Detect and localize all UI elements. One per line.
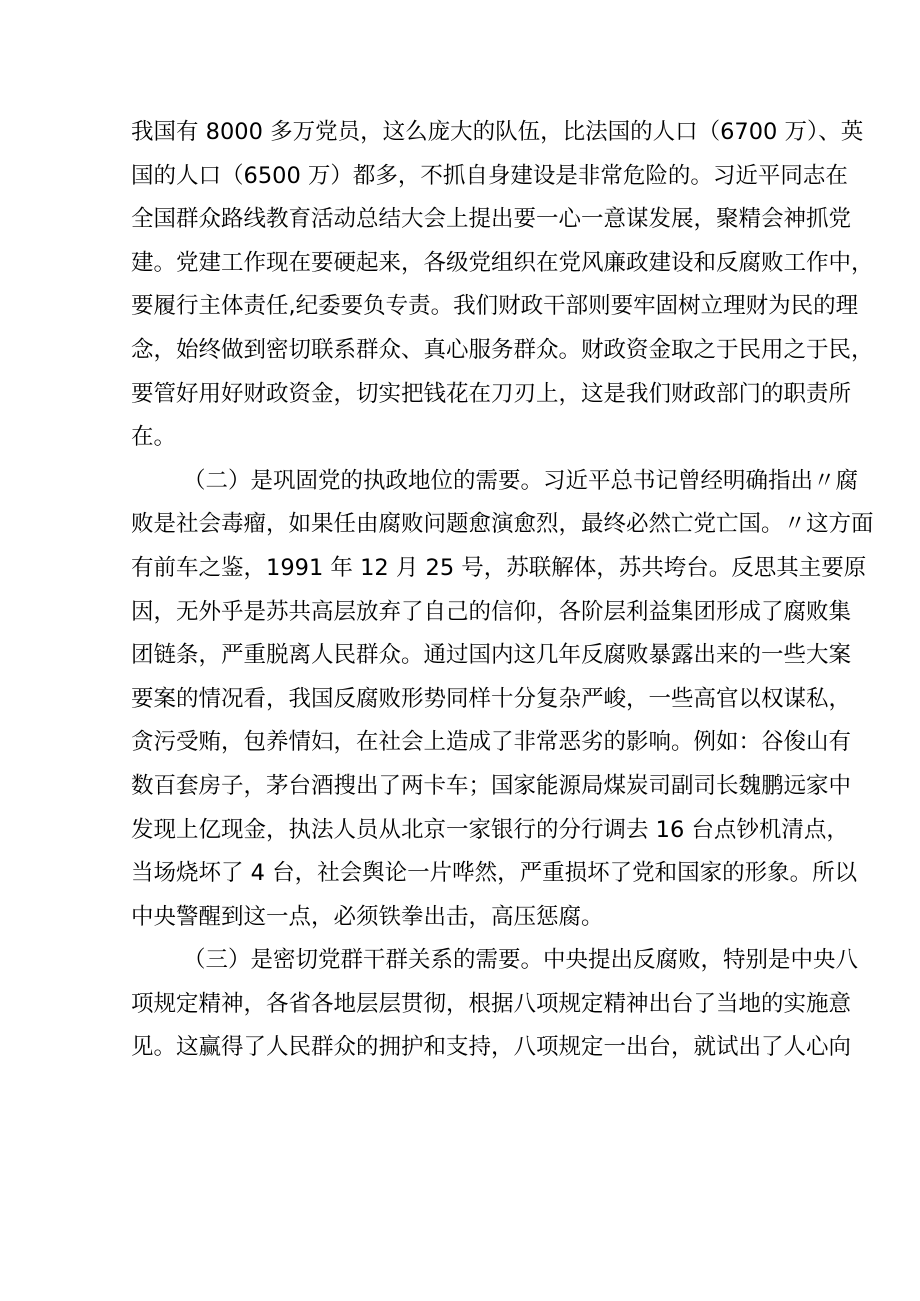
paragraph-1: [131, 111, 874, 460]
text-line: 当场烧坏了 4 台，社会舆论一片哗然，严重损坏了党和国家的形象。所以: [131, 860, 858, 887]
document-body: [131, 111, 874, 1070]
text-line: 要履行主体责任,纪委要负专责。我们财政干部则要牢固树立理财为民的理: [131, 293, 859, 320]
text-line: 国的人口（6500 万）都多，不抓自身建设是非常危险的。习近平同志在: [131, 162, 848, 189]
text-line: （二）是巩固党的执政地位的需要。习近平总书记曾经明确指出〃腐: [183, 467, 859, 494]
text-line: 有前车之鉴，1991 年 12 月 25 号，苏联解体，苏共垮台。反思其主要原: [131, 554, 867, 581]
text-line: 在。: [131, 424, 177, 451]
paragraph-2: [131, 460, 874, 940]
text-line: 数百套房子，茅台酒搜出了两卡车；国家能源局煤炭司副司长魏鹏远家中: [131, 772, 852, 799]
text-line: 建。党建工作现在要硬起来，各级党组织在党风廉政建设和反腐败工作中，: [131, 249, 874, 276]
text-line: 败是社会毒瘤，如果任由腐败问题愈演愈烈，最终必然亡党亡国。〃这方面: [131, 511, 874, 538]
text-line: 因，无外乎是苏共高层放弃了自己的信仰，各阶层利益集团形成了腐败集: [131, 598, 852, 625]
paragraph-3: [131, 939, 859, 1070]
text-line: 发现上亿现金，执法人员从北京一家银行的分行调去 16 台点钞机清点，: [131, 816, 849, 843]
text-line: 全国群众路线教育活动总结大会上提出要一心一意谋发展，聚精会神抓党: [131, 206, 852, 233]
text-line: （三）是密切党群干群关系的需要。中央提出反腐败，特别是中央八: [183, 947, 859, 974]
text-line: 团链条，严重脱离人民群众。通过国内这几年反腐败暴露出来的一些大案: [131, 642, 852, 669]
text-line: 要管好用好财政资金，切实把钱花在刀刃上，这是我们财政部门的职责所: [131, 380, 852, 407]
text-line: 贪污受贿，包养情妇，在社会上造成了非常恶劣的影响。例如：谷俊山有: [131, 729, 852, 756]
text-line: 项规定精神，各省各地层层贯彻，根据八项规定精神出台了当地的实施意: [131, 990, 852, 1017]
text-line: 念，始终做到密切联系群众、真心服务群众。财政资金取之于民用之于民，: [131, 336, 874, 363]
text-line: 要案的情况看，我国反腐败形势同样十分复杂严峻，一些高官以权谋私，: [131, 685, 852, 712]
text-line: 我国有 8000 多万党员，这么庞大的队伍，比法国的人口（6700 万）、英: [131, 119, 864, 145]
text-line: 中央警醒到这一点，必须铁拳出击，高压惩腐。: [131, 903, 604, 930]
text-line: 见。这赢得了人民群众的拥护和支持，八项规定一出台，就试出了人心向: [131, 1034, 852, 1061]
